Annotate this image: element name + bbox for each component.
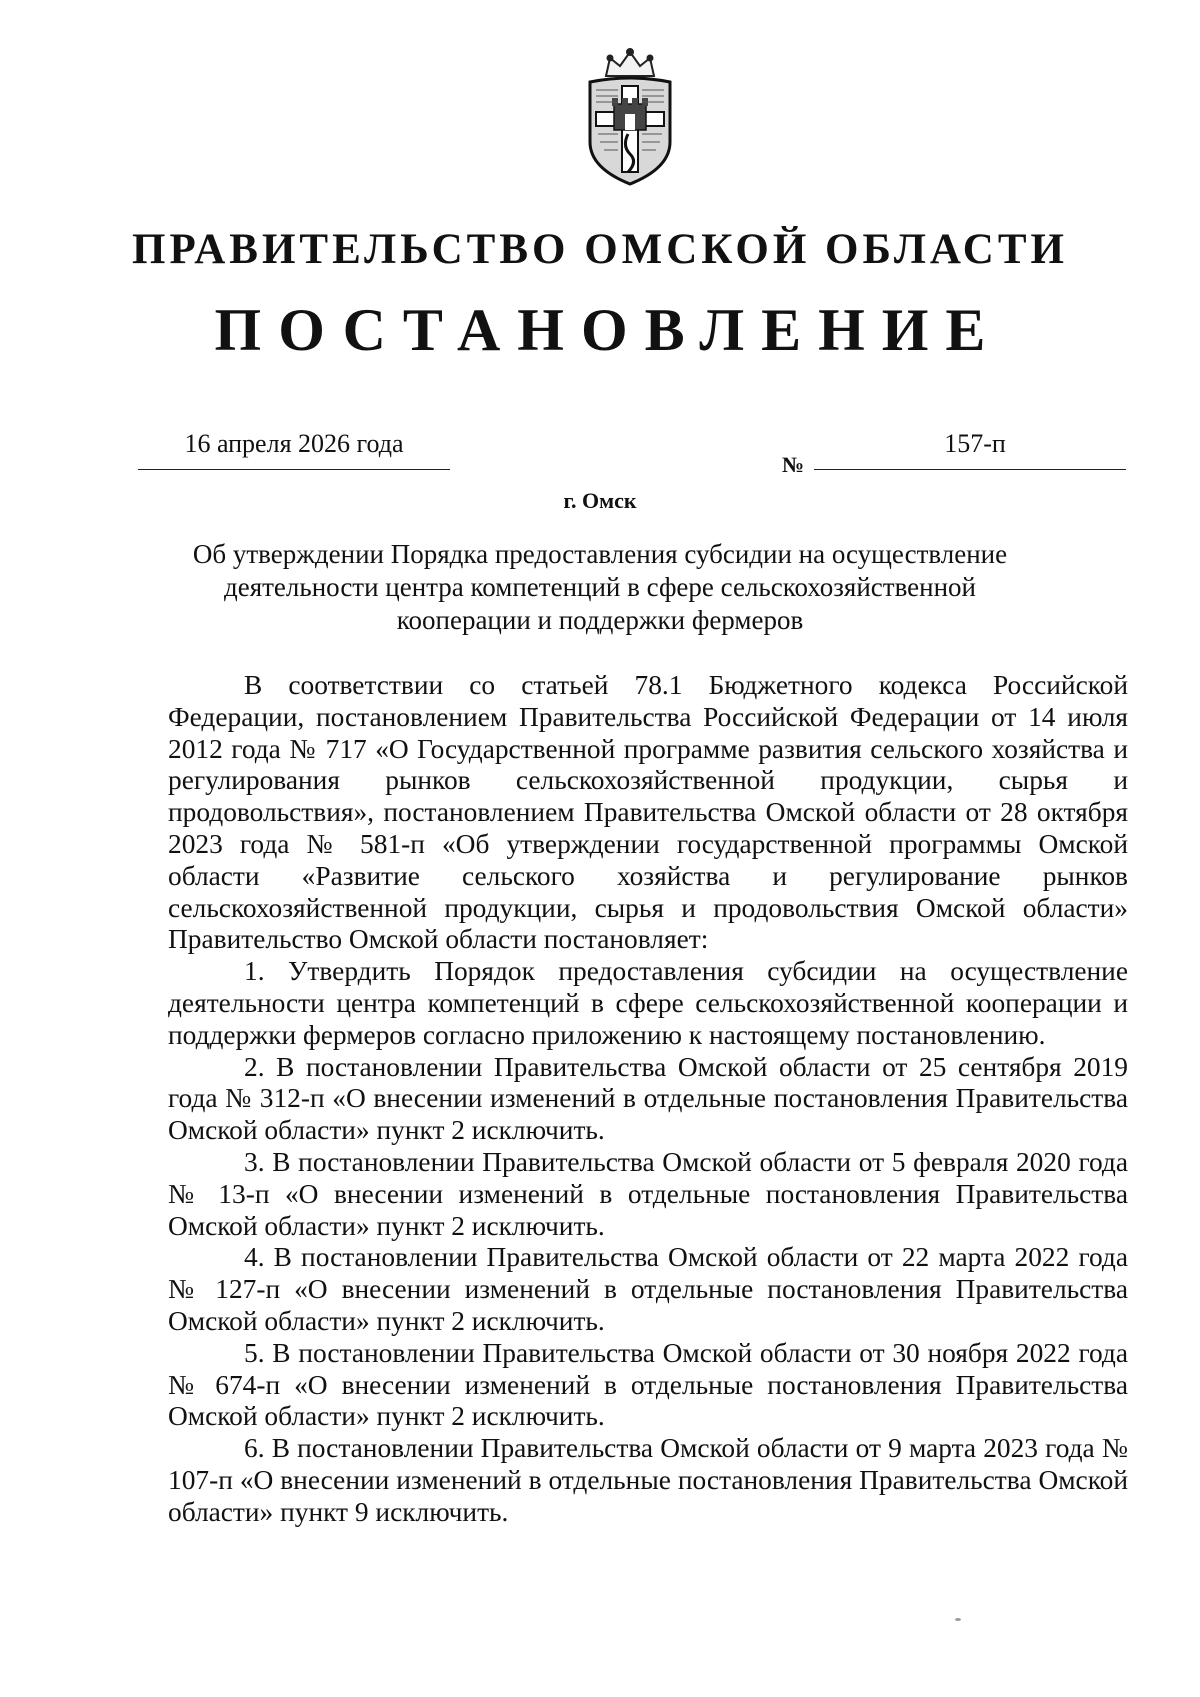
preamble-paragraph: В соответствии со статьей 78.1 Бюджетного кодекса Российской Федерации, постановлением Правительства Российской Федерации от 14 июля 2012 года № 717 «О Государственной программе развития сельского хозяйства и регулирования рынков сельскохозяйственной продукции, сырья и продовольствия», постановлением Правительства Омской области от 28 октября 2023 года № 581-п «Об утверждении государственной программы Омской области «Развитие сельского хозяйства и регулирование рынков сельскохозяйственной продукции, сырья и продовольствия Омской области» Правительство Омской области постановляет: bbox=[168, 670, 1128, 955]
document-subject: Об утверждении Порядка предоставления субсидии на осуществление деятельности центра компетенций в сфере сельскохозяйственной кооперации и поддержки фермеров bbox=[192, 539, 1008, 635]
body-item-5: 5. В постановлении Правительства Омской области от 30 ноября 2022 года № 674-п «О внесении изменений в отдельные постановления Правительства Омской области» пункт 2 исключить. bbox=[168, 1337, 1128, 1432]
government-title: ПРАВИТЕЛЬСТВО ОМСКОЙ ОБЛАСТИ bbox=[132, 226, 1068, 273]
date-field bbox=[138, 429, 450, 473]
number-field bbox=[814, 429, 1126, 473]
number-label: № bbox=[782, 452, 805, 477]
date-underline bbox=[138, 469, 450, 470]
body-item-1: 1. Утвердить Порядок предоставления субсидии на осуществление деятельности центра компетенций в сфере сельскохозяйственной кооперации и поддержки фермеров согласно приложению к настоящему постановлению. bbox=[168, 956, 1128, 1050]
body-item-4: 4. В постановлении Правительства Омской области от 22 марта 2022 года № 127-п «О внесении изменений в отдельные постановления Правительства Омской области» пункт 2 исключить. bbox=[168, 1242, 1128, 1336]
document-body bbox=[168, 670, 1128, 1529]
body-item-6: 6. В постановлении Правительства Омской области от 9 марта 2023 года № 107-п «О внесении изменений в отдельные постановления Правительства Омской области» пункт 9 исключить. bbox=[168, 1433, 1128, 1527]
number-underline bbox=[814, 469, 1126, 470]
omsk-coat-of-arms-icon bbox=[572, 46, 688, 188]
body-item-3: 3. В постановлении Правительства Омской области от 5 февраля 2020 года № 13-п «О внесении изменений в отдельные постановления Правительства Омской области» пункт 2 исключить. bbox=[168, 1146, 1128, 1241]
document-type-title: ПОСТАНОВЛЕНИЕ bbox=[214, 297, 1003, 363]
scan-speck bbox=[955, 1618, 961, 1621]
document-date: 16 апреля 2026 года bbox=[184, 429, 404, 458]
document-number: 157-п bbox=[944, 429, 1006, 458]
body-item-2: 2. В постановлении Правительства Омской области от 25 сентября 2019 года № 312-п «О внесении изменений в отдельные постановления Правительства Омской области» пункт 2 исключить. bbox=[168, 1051, 1128, 1146]
city-label: г. Омск bbox=[563, 488, 637, 513]
